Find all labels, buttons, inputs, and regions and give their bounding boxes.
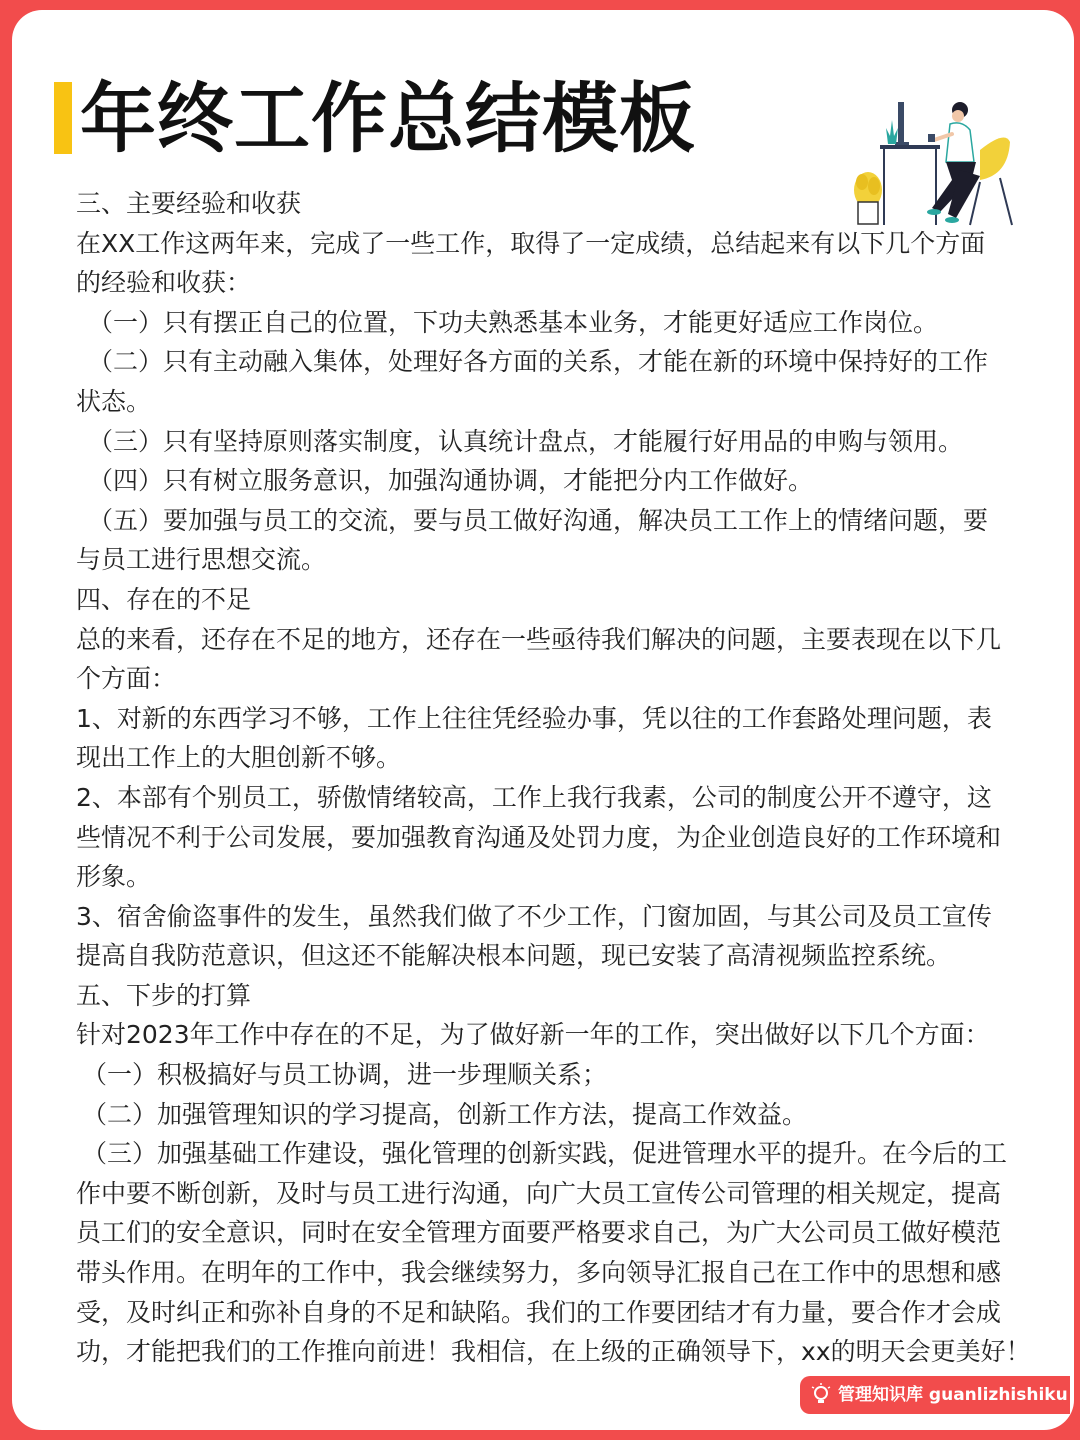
paragraph-line: 作中要不断创新，及时与员工进行沟通，向广大员工宣传公司管理的相关规定，提高 [76, 1178, 1002, 1208]
paragraph-line: 形象。 [76, 862, 152, 892]
paragraph-line: 总的来看，还存在不足的地方，还存在一些亟待我们解决的问题，主要表现在以下几 [76, 624, 1002, 654]
list-item: （一）只有摆正自己的位置，下功夫熟悉基本业务，才能更好适应工作岗位。 [88, 307, 939, 337]
paragraph-line: 与员工进行思想交流。 [76, 545, 327, 575]
list-item: （二）只有主动融入集体，处理好各方面的关系，才能在新的环境中保持好的工作 [88, 347, 989, 377]
page-title: 年终工作总结模板 [80, 74, 696, 163]
list-item: 1、对新的东西学习不够，工作上往往凭经验办事，凭以往的工作套路处理问题，表 [76, 703, 992, 733]
paragraph-line: 现出工作上的大胆创新不够。 [76, 743, 402, 773]
list-item: 2、本部有个别员工，骄傲情绪较高，工作上我行我素，公司的制度公开不遵守，这 [76, 782, 992, 812]
list-item: （二）加强管理知识的学习提高，创新工作方法，提高工作效益。 [82, 1099, 808, 1129]
paragraph-line: 受，及时纠正和弥补自身的不足和缺陷。我们的工作要团结才有力量，要合作才会成 [76, 1297, 1002, 1327]
paragraph-line: 针对2023年工作中存在的不足，为了做好新一年的工作，突出做好以下几个方面： [76, 1020, 990, 1050]
list-item: （四）只有树立服务意识，加强沟通协调，才能把分内工作做好。 [88, 466, 814, 496]
paragraph-line: 些情况不利于公司发展，要加强教育沟通及处罚力度，为企业创造良好的工作环境和 [76, 822, 1002, 852]
section-heading-next-steps: 五、下步的打算 [76, 980, 252, 1010]
paragraph-line: 在XX工作这两年来，完成了一些工作，取得了一定成绩，总结起来有以下几个方面 [76, 228, 986, 258]
paragraph-line: 的经验和收获： [76, 268, 252, 298]
paragraph-line: 员工们的安全意识，同时在安全管理方面要严格要求自己，为广大公司员工做好模范 [76, 1218, 1002, 1248]
list-item: （三）加强基础工作建设，强化管理的创新实践，促进管理水平的提升。在今后的工 [82, 1139, 1008, 1169]
section-heading-experience: 三、主要经验和收获 [76, 189, 302, 218]
title-accent-bar [54, 82, 72, 154]
brand-badge [800, 1376, 1070, 1414]
paragraph-line: 带头作用。在明年的工作中，我会继续努力，多向领导汇报自己在工作中的思想和感 [76, 1258, 1002, 1288]
list-item: （三）只有坚持原则落实制度，认真统计盘点，才能履行好用品的申购与领用。 [88, 426, 964, 456]
lightbulb-icon [810, 1383, 832, 1407]
paragraph-line: 功，才能把我们的工作推向前进！我相信，在上级的正确领导下，xx的明天会更美好！ [76, 1337, 1031, 1367]
document-card [12, 10, 1074, 1430]
document-body [76, 184, 1036, 1372]
list-item: （一）积极搞好与员工协调，进一步理顺关系； [82, 1060, 608, 1090]
paragraph-line: 个方面： [76, 664, 177, 694]
paragraph-line: 提高自我防范意识，但这还不能解决根本问题，现已安装了高清视频监控系统。 [76, 941, 952, 971]
paragraph-line: 状态。 [76, 386, 152, 416]
section-heading-shortcomings: 四、存在的不足 [76, 584, 252, 614]
brand-text: 管理知识库 guanlizhishiku [838, 1385, 1068, 1405]
list-item: （五）要加强与员工的交流，要与员工做好沟通，解决员工工作上的情绪问题，要 [88, 505, 989, 535]
list-item: 3、宿舍偷盗事件的发生，虽然我们做了不少工作，门窗加固，与其公司及员工宣传 [76, 901, 992, 931]
